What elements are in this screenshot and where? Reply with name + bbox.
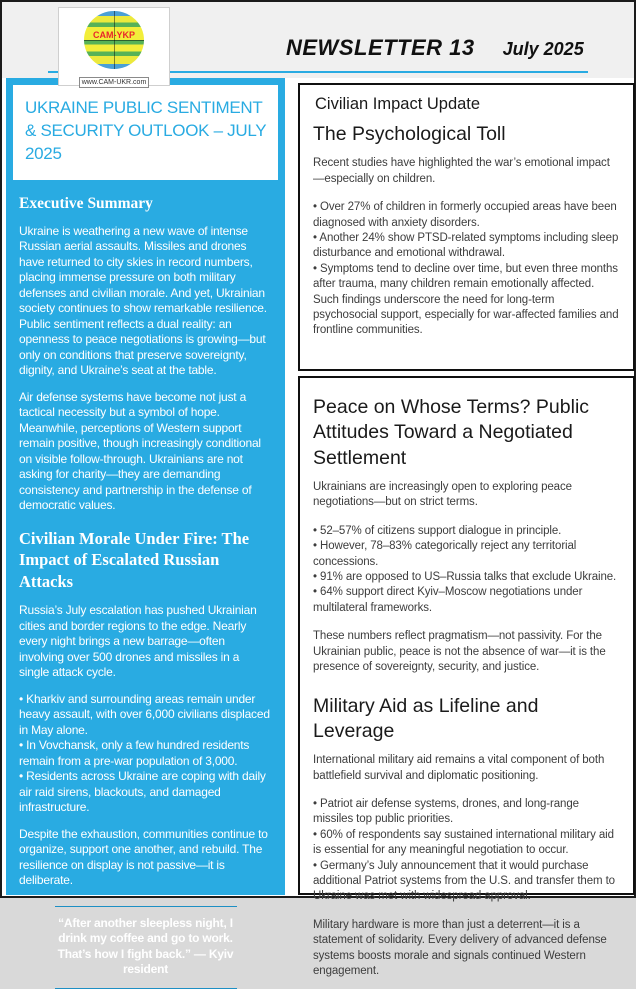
bullet-item: • Another 24% show PTSD-related symptoms including sleep disturbance and emotional withdrawal.	[313, 231, 619, 260]
psychological-toll-heading: The Psychological Toll	[313, 123, 506, 145]
bullet-item: • Symptoms tend to decline over time, but even three months after trauma, many children remain emotionally affected.	[313, 262, 618, 291]
bullet-item: • Patriot air defense systems, drones, and long-range missiles top public priorities.	[313, 798, 579, 826]
paragraph: Ukrainians are increasingly open to exploring peace negotiations—but on strict terms.	[313, 481, 572, 509]
paragraph: These numbers reflect pragmatism—not passivity. For the Ukrainian public, peace is not the absence of war—it is the presence of sovereignty, security, and justice.	[313, 630, 606, 674]
paragraph: Air defense systems have become not just a tactical necessity but a symbol of hope. Meanwhile, perceptions of Western support remain positive, though increasingly conditional on visible follow-through. Ukrainians are not asking for charity—they are demanding consistency and partnership in the defense of democratic values.	[19, 389, 261, 513]
bullet-item: • Over 27% of children in formerly occupied areas have been diagnosed with anxiety disorders.	[313, 201, 617, 229]
bullet-item: • Residents across Ukraine are coping with daily air raid sirens, blackouts, and damaged infrastructure.	[19, 769, 266, 815]
newsletter-title: NEWSLETTER 13	[286, 35, 475, 60]
peace-terms-heading: Peace on Whose Terms? Public Attitudes Toward a Negotiated Settlement	[313, 396, 590, 469]
civilian-morale-heading: Civilian Morale Under Fire: The Impact of Escalated Russian Attacks	[19, 528, 250, 591]
quote-divider	[55, 988, 237, 989]
masthead	[286, 35, 584, 61]
newsletter-date: July 2025	[502, 39, 584, 59]
executive-summary-heading: Executive Summary	[19, 194, 153, 212]
paragraph: Russia’s July escalation has pushed Ukrainian cities and border regions to the edge. Nearly every night brings a new barrage—often involving over 500 drones and missiles in a single attack cycle.	[19, 603, 257, 680]
paragraph: Military hardware is more than just a deterrent—it is a statement of solidarity. Every delivery of advanced defense systems boosts morale and signals continued Western engagement.	[313, 918, 607, 978]
paragraph: Recent studies have highlighted the war’s emotional impact—especially on children.	[313, 157, 610, 185]
pull-quote	[19, 906, 272, 989]
bullet-item: • In Vovchansk, only a few hundred residents remain from a pre-war population of 3,000.	[19, 738, 250, 768]
org-logo	[58, 7, 170, 86]
bullet-item: • Kharkiv and surrounding areas remain under heavy assault, with over 6,000 civilians displaced in May alone.	[19, 691, 270, 737]
bullet-item: • However, 78–83% categorically reject any territorial concessions.	[313, 540, 577, 568]
logo-website-text: www.CAM-UKR.com	[79, 77, 150, 88]
logo-globe-icon	[84, 11, 144, 69]
quote-divider	[55, 906, 237, 907]
issue-title-box	[13, 85, 278, 180]
military-aid-heading: Military Aid as Lifeline and Leverage	[313, 694, 539, 742]
bullet-item: • 60% of respondents say sustained international military aid is essential for any meaningful negotiation to occur.	[313, 828, 614, 857]
header	[2, 2, 634, 86]
civilian-impact-box	[298, 83, 635, 371]
bullet-item: • Germany’s July announcement that it would purchase additional Patriot systems from the U.S. and transfer them to Ukraine was met with widespread approval.	[313, 859, 615, 903]
left-column	[6, 78, 285, 977]
bullet-item: • 91% are opposed to US–Russia talks that exclude Ukraine.	[313, 571, 617, 584]
paragraph: International military aid remains a vital component of both battlefield survival and diplomatic positioning.	[313, 754, 605, 782]
quote-text: “After another sleepless night, I drink my coffee and go to work. That’s how I fight back.” — Kyiv resident	[57, 915, 234, 977]
paragraph: Despite the exhaustion, communities continue to organize, support one another, and rebuild. The resilience on display is not passive—it is deliberate.	[19, 826, 268, 888]
left-column-content	[6, 195, 285, 989]
logo-acronym: CAM-YKP	[93, 30, 135, 40]
crosshair-icon	[84, 40, 144, 41]
bullet-item: • 52–57% of citizens support dialogue in principle.	[313, 524, 562, 537]
civilian-impact-heading: Civilian Impact Update	[315, 95, 481, 113]
issue-title: UKRAINE PUBLIC SENTIMENT & SECURITY OUTLOOK – JULY 2025	[25, 98, 266, 163]
paragraph: Such findings underscore the need for long-term psychosocial support, especially for war-affected families and frontline communities.	[313, 293, 619, 337]
peace-and-aid-box	[298, 376, 635, 978]
bullet-item: • 64% support direct Kyiv–Moscow negotiations under multilateral frameworks.	[313, 586, 583, 614]
paragraph: Ukraine is weathering a new wave of intense Russian aerial assaults. Missiles and drones have returned to city skies in record numbers, placing immense pressure on both military defenses and civilian morale. And yet, Ukrainian society continues to show remarkable resilience. Public sentiment reflects a dual reality: an openness to peace negotiations is growing—but only on conditions that preserve sovereignty, dignity, and Ukraine’s seat at the table.	[19, 223, 267, 378]
